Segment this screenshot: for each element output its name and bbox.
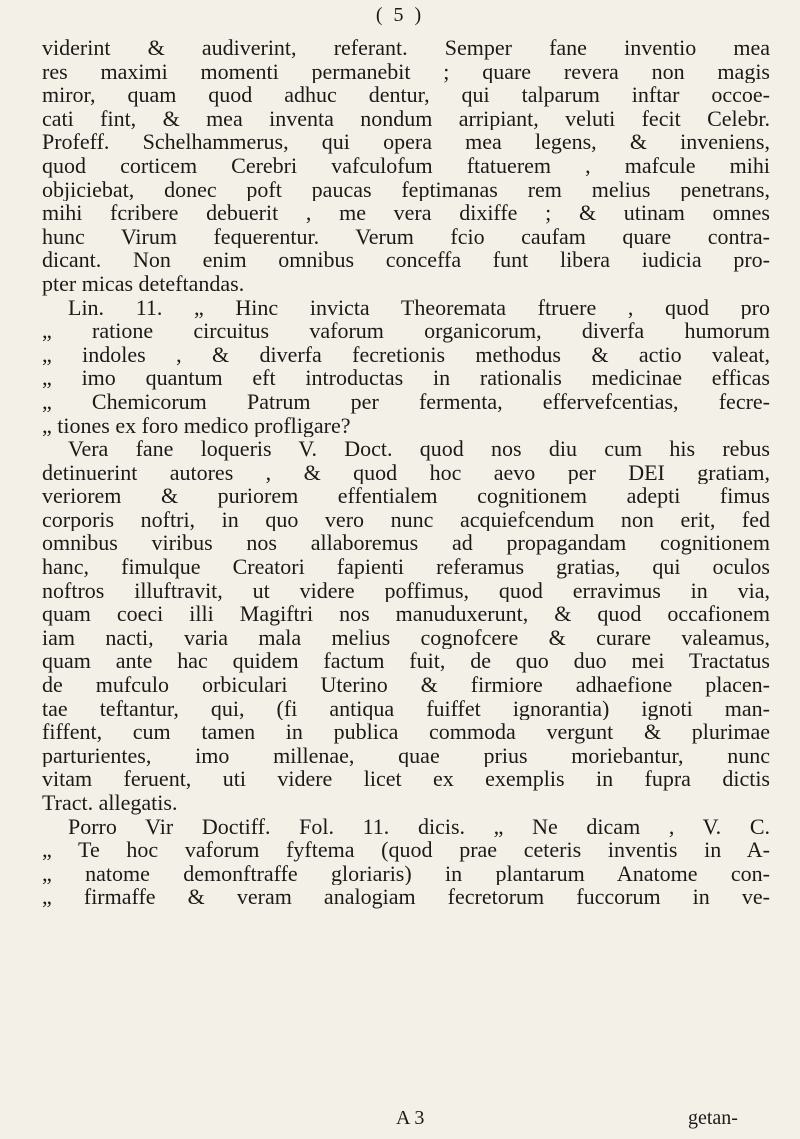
- text-line: Tract. allegatis.: [42, 791, 178, 815]
- page-footer: [0, 1107, 800, 1133]
- text-line: noftros illuftravit, ut videre poffimus, quod erravimus in via,: [42, 578, 770, 603]
- text-line: corporis noftri, in quo vero nunc acquiefcendum non erit, fed: [42, 507, 770, 532]
- text-line: „ natome demonftraffe gloriaris) in plantarum Anatome con-: [42, 861, 770, 886]
- text-line: Profeff. Schelhammerus, qui opera mea legens, & inveniens,: [42, 130, 770, 154]
- text-line: „ Chemicorum Patrum per fermenta, effervefcentias, fecre-: [42, 389, 770, 414]
- text-line: res maximi momenti permanebit ; quare revera non magis: [42, 59, 770, 84]
- text-line: tae teftantur, qui, (fi antiqua fuiffet ignorantia) ignoti man-: [42, 696, 770, 721]
- text-line: iam nacti, varia mala melius cognofcere & curare valeamus,: [42, 625, 770, 650]
- text-line: dicant. Non enim omnibus conceffa funt libera iudicia pro-: [42, 248, 770, 272]
- text-line: „ imo quantum eft introductas in rationalis medicinae efficas: [42, 366, 770, 390]
- text-line: detinuerint autores , & quod hoc aevo per DEI gratiam,: [42, 460, 770, 485]
- text-line: viderint & audiverint, referant. Semper fane inventio mea: [42, 36, 770, 60]
- page-number: ( 5 ): [375, 4, 425, 26]
- text-line: quam coeci illi Magiftri nos manuduxerunt, & quod occafionem: [42, 602, 770, 626]
- text-line: objiciebat, donec poft paucas feptimanas rem melius penetrans,: [42, 177, 770, 202]
- text-line: Porro Vir Doctiff. Fol. 11. dicis. „ Ne dicam , V. C.: [68, 814, 770, 839]
- text-line: „ indoles , & diverfa fecretionis methodus & actio valeat,: [42, 342, 770, 367]
- catchword: getan-: [688, 1107, 738, 1129]
- text-line: „ tiones ex foro medico profligare?: [42, 413, 351, 438]
- text-line: pter micas deteftandas.: [42, 271, 245, 296]
- text-line: quod corticem Cerebri vafculofum ftatuerem , mafcule mihi: [42, 153, 770, 178]
- text-line: veriorem & puriorem effentialem cognitionem adepti fimus: [42, 484, 770, 508]
- text-line: hanc, fimulque Creatori fapienti referamus gratias, qui oculos: [42, 555, 770, 579]
- text-line: „ ratione circuitus vaforum organicorum, diverfa humorum: [42, 319, 770, 343]
- text-line: miror, quam quod adhuc dentur, qui talparum inftar occoe-: [42, 83, 770, 107]
- text-line: cati fint, & mea inventa nondum arripiant, veluti fecit Celebr.: [42, 106, 770, 131]
- text-line: hunc Virum fequerentur. Verum fcio caufam quare contra-: [42, 224, 770, 249]
- text-line: quam ante hac quidem factum fuit, de quo duo mei Tractatus: [42, 649, 770, 674]
- text-line: vitam feruent, uti videre licet ex exemplis in fupra dictis: [42, 767, 770, 791]
- signature-mark: A 3: [396, 1107, 425, 1129]
- text-line: omnibus viribus nos allaboremus ad propagandam cognitionem: [42, 531, 770, 556]
- text-line: „ firmaffe & veram analogiam fecretorum fuccorum in ve-: [42, 885, 770, 909]
- text-line: de mufculo orbiculari Uterino & firmiore adhaefione placen-: [42, 673, 770, 697]
- text-line: parturientes, imo millenae, quae prius moriebantur, nunc: [42, 743, 770, 768]
- body-text: [42, 36, 770, 909]
- text-line: Lin. 11. „ Hinc invicta Theoremata ftruere , quod pro: [68, 295, 770, 320]
- text-line: mihi fcribere debuerit , me vera dixiffe ; & utinam omnes: [42, 201, 770, 225]
- text-line: „ Te hoc vaforum fyftema (quod prae ceteris inventis in A-: [42, 838, 770, 862]
- text-line: fiffent, cum tamen in publica commoda vergunt & plurimae: [42, 720, 770, 744]
- text-line: Vera fane loqueris V. Doct. quod nos diu cum his rebus: [68, 437, 770, 461]
